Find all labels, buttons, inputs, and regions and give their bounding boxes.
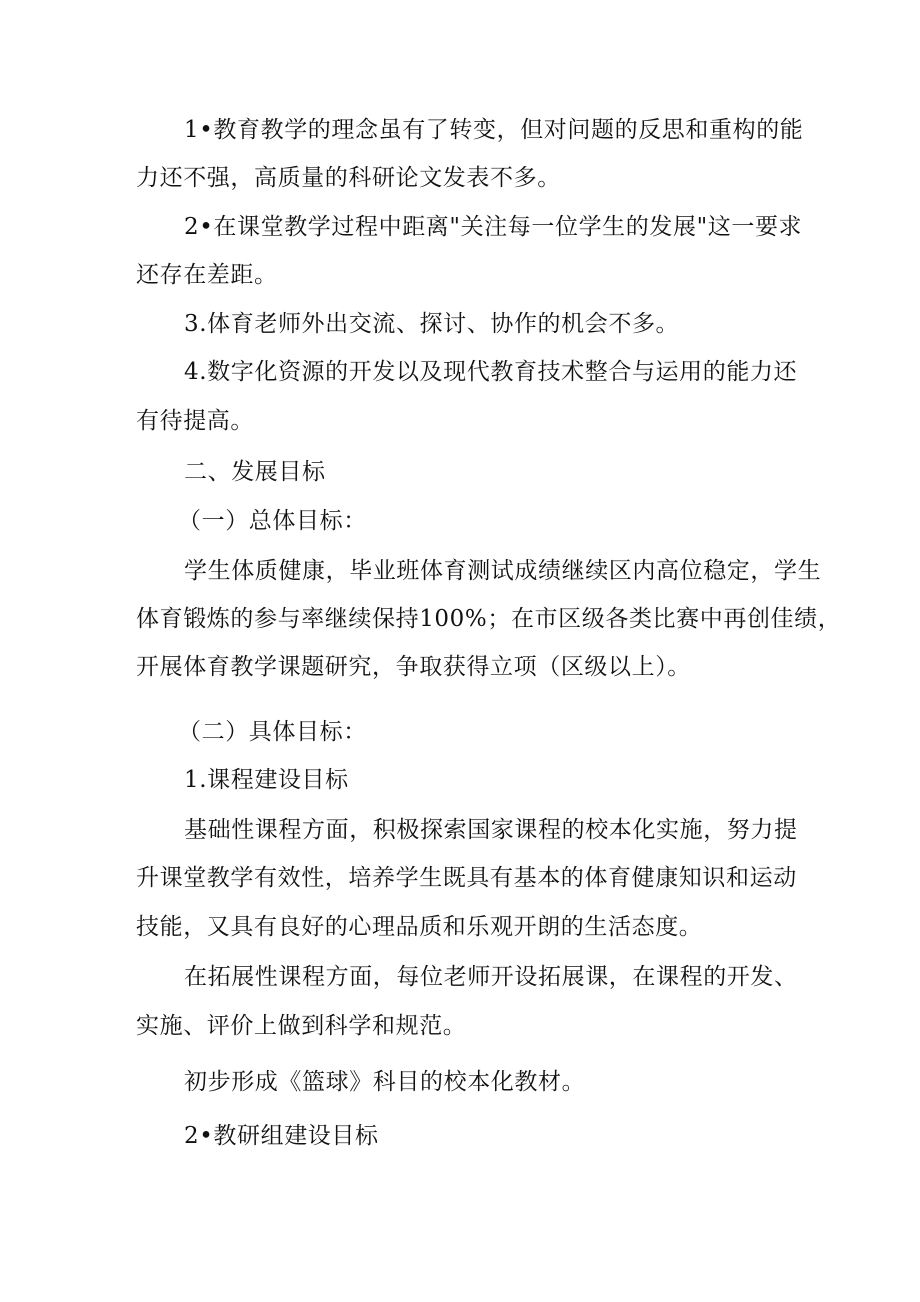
paragraph-problem-1-line-2: 力还不强，高质量的科研论文发表不多。 — [136, 165, 561, 191]
paragraph-problem-4-line-1: 4.数字化资源的开发以及现代教育技术整合与运用的能力还 — [184, 359, 798, 385]
paragraph-overall-goals-line-2: 体育锻炼的参与率继续保持100%；在市区级各类比赛中再创佳绩， — [136, 606, 842, 632]
paragraph-extended-curriculum-line-2: 实施、评价上做到科学和规范。 — [136, 1013, 467, 1039]
paragraph-problem-4-line-2: 有待提高。 — [136, 408, 254, 434]
paragraph-basic-curriculum-line-2: 升课堂教学有效性，培养学生既具有基本的体育健康知识和运动 — [136, 865, 797, 891]
subheading-overall-goals: （一）总体目标： — [178, 508, 367, 534]
paragraph-basic-curriculum-line-1: 基础性课程方面，积极探索国家课程的校本化实施，努力提 — [184, 817, 798, 843]
paragraph-extended-curriculum-line-1: 在拓展性课程方面，每位老师开设拓展课，在课程的开发、 — [184, 964, 798, 990]
subheading-specific-goals: （二）具体目标： — [178, 719, 367, 745]
paragraph-basketball-textbook: 初步形成《篮球》科目的校本化教材。 — [184, 1069, 586, 1095]
subheading-curriculum-goals: 1.课程建设目标 — [184, 767, 349, 793]
paragraph-problem-1-line-1: 1•教育教学的理念虽有了转变，但对问题的反思和重构的能 — [184, 117, 804, 143]
paragraph-overall-goals-line-3: 开展体育教学课题研究，争取获得立项（区级以上）。 — [136, 654, 691, 680]
paragraph-problem-2-line-2: 还存在差距。 — [136, 262, 278, 288]
paragraph-problem-3: 3.体育老师外出交流、探讨、协作的机会不多。 — [184, 311, 680, 337]
paragraph-problem-2-line-1: 2•在课堂教学过程中距离"关注每一位学生的发展"这一要求 — [184, 214, 803, 240]
paragraph-overall-goals-line-1: 学生体质健康，毕业班体育测试成绩继续区内高位稳定，学生 — [184, 558, 822, 584]
subheading-teaching-group-goals: 2•教研组建设目标 — [184, 1123, 379, 1149]
paragraph-basic-curriculum-line-3: 技能，又具有良好的心理品质和乐观开朗的生活态度。 — [136, 914, 703, 940]
section-heading-development-goals: 二、发展目标 — [184, 459, 326, 485]
